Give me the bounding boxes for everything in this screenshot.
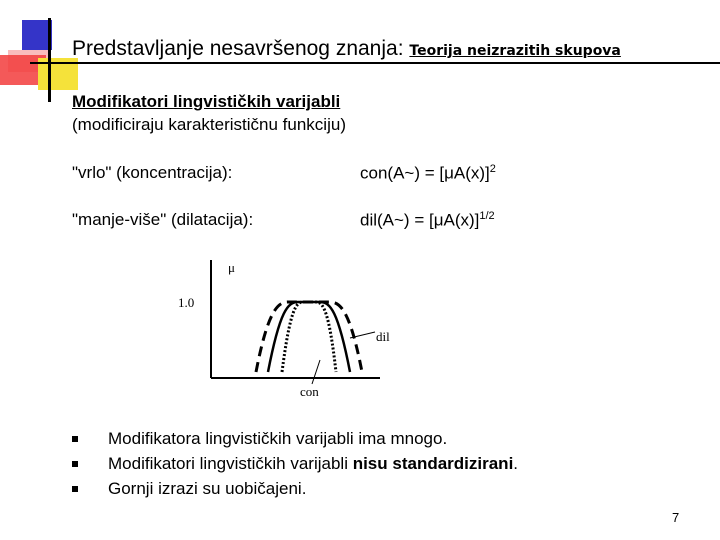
- logo-vertical-line: [48, 18, 51, 102]
- y-axis-label: μ: [228, 260, 235, 275]
- bullet-square-icon: [72, 486, 78, 492]
- list-item: [72, 451, 518, 476]
- bullet-square-icon: [72, 436, 78, 442]
- original-curve: [268, 302, 350, 372]
- concentration-exponent: 2: [489, 163, 496, 175]
- concentration-formula-text: con(A~) = [μA(x)]: [360, 163, 490, 183]
- con-pointer: [312, 360, 320, 384]
- title-main: Predstavljanje nesavršenog znanja:: [72, 37, 404, 60]
- con-label: con: [300, 384, 319, 399]
- membership-figure: [170, 250, 430, 410]
- con-curve: [282, 302, 336, 372]
- list-item: [72, 426, 518, 451]
- bullet-text: [108, 454, 518, 474]
- bullet-text: Gornji izrazi su uobičajeni.: [108, 478, 307, 498]
- bullet-text-tail: .: [513, 453, 519, 473]
- tick-label-1: 1.0: [178, 295, 195, 310]
- dilation-formula: [360, 210, 495, 231]
- bullet-square-icon: [72, 461, 78, 467]
- slide-title: [72, 37, 621, 61]
- title-underline: [30, 62, 720, 64]
- bullet-text: Modifikatora lingvističkih varijabli ima mnogo.: [108, 428, 448, 448]
- bullet-text-start: Modifikatori lingvističkih varijabli: [108, 453, 353, 473]
- dilation-exponent: 1/2: [479, 210, 495, 222]
- bullet-list: [72, 426, 518, 501]
- dil-curve: [256, 302, 362, 372]
- bullet-text-bold: nisu standardizirani: [352, 453, 514, 473]
- dilation-formula-text: dil(A~) = [μA(x)]: [360, 210, 480, 230]
- section-heading: Modifikatori lingvističkih varijabli: [72, 92, 341, 111]
- title-sub: Teorija neizrazitih skupova: [409, 43, 621, 59]
- list-item: [72, 476, 518, 501]
- concentration-label: "vrlo" (koncentracija):: [72, 163, 233, 182]
- page-number: 7: [672, 510, 680, 525]
- concentration-formula: [360, 163, 496, 184]
- dilation-label: "manje-više" (dilatacija):: [72, 210, 254, 229]
- dil-label: dil: [376, 329, 390, 344]
- section-heading-note: (modificiraju karakterističnu funkciju): [72, 115, 346, 134]
